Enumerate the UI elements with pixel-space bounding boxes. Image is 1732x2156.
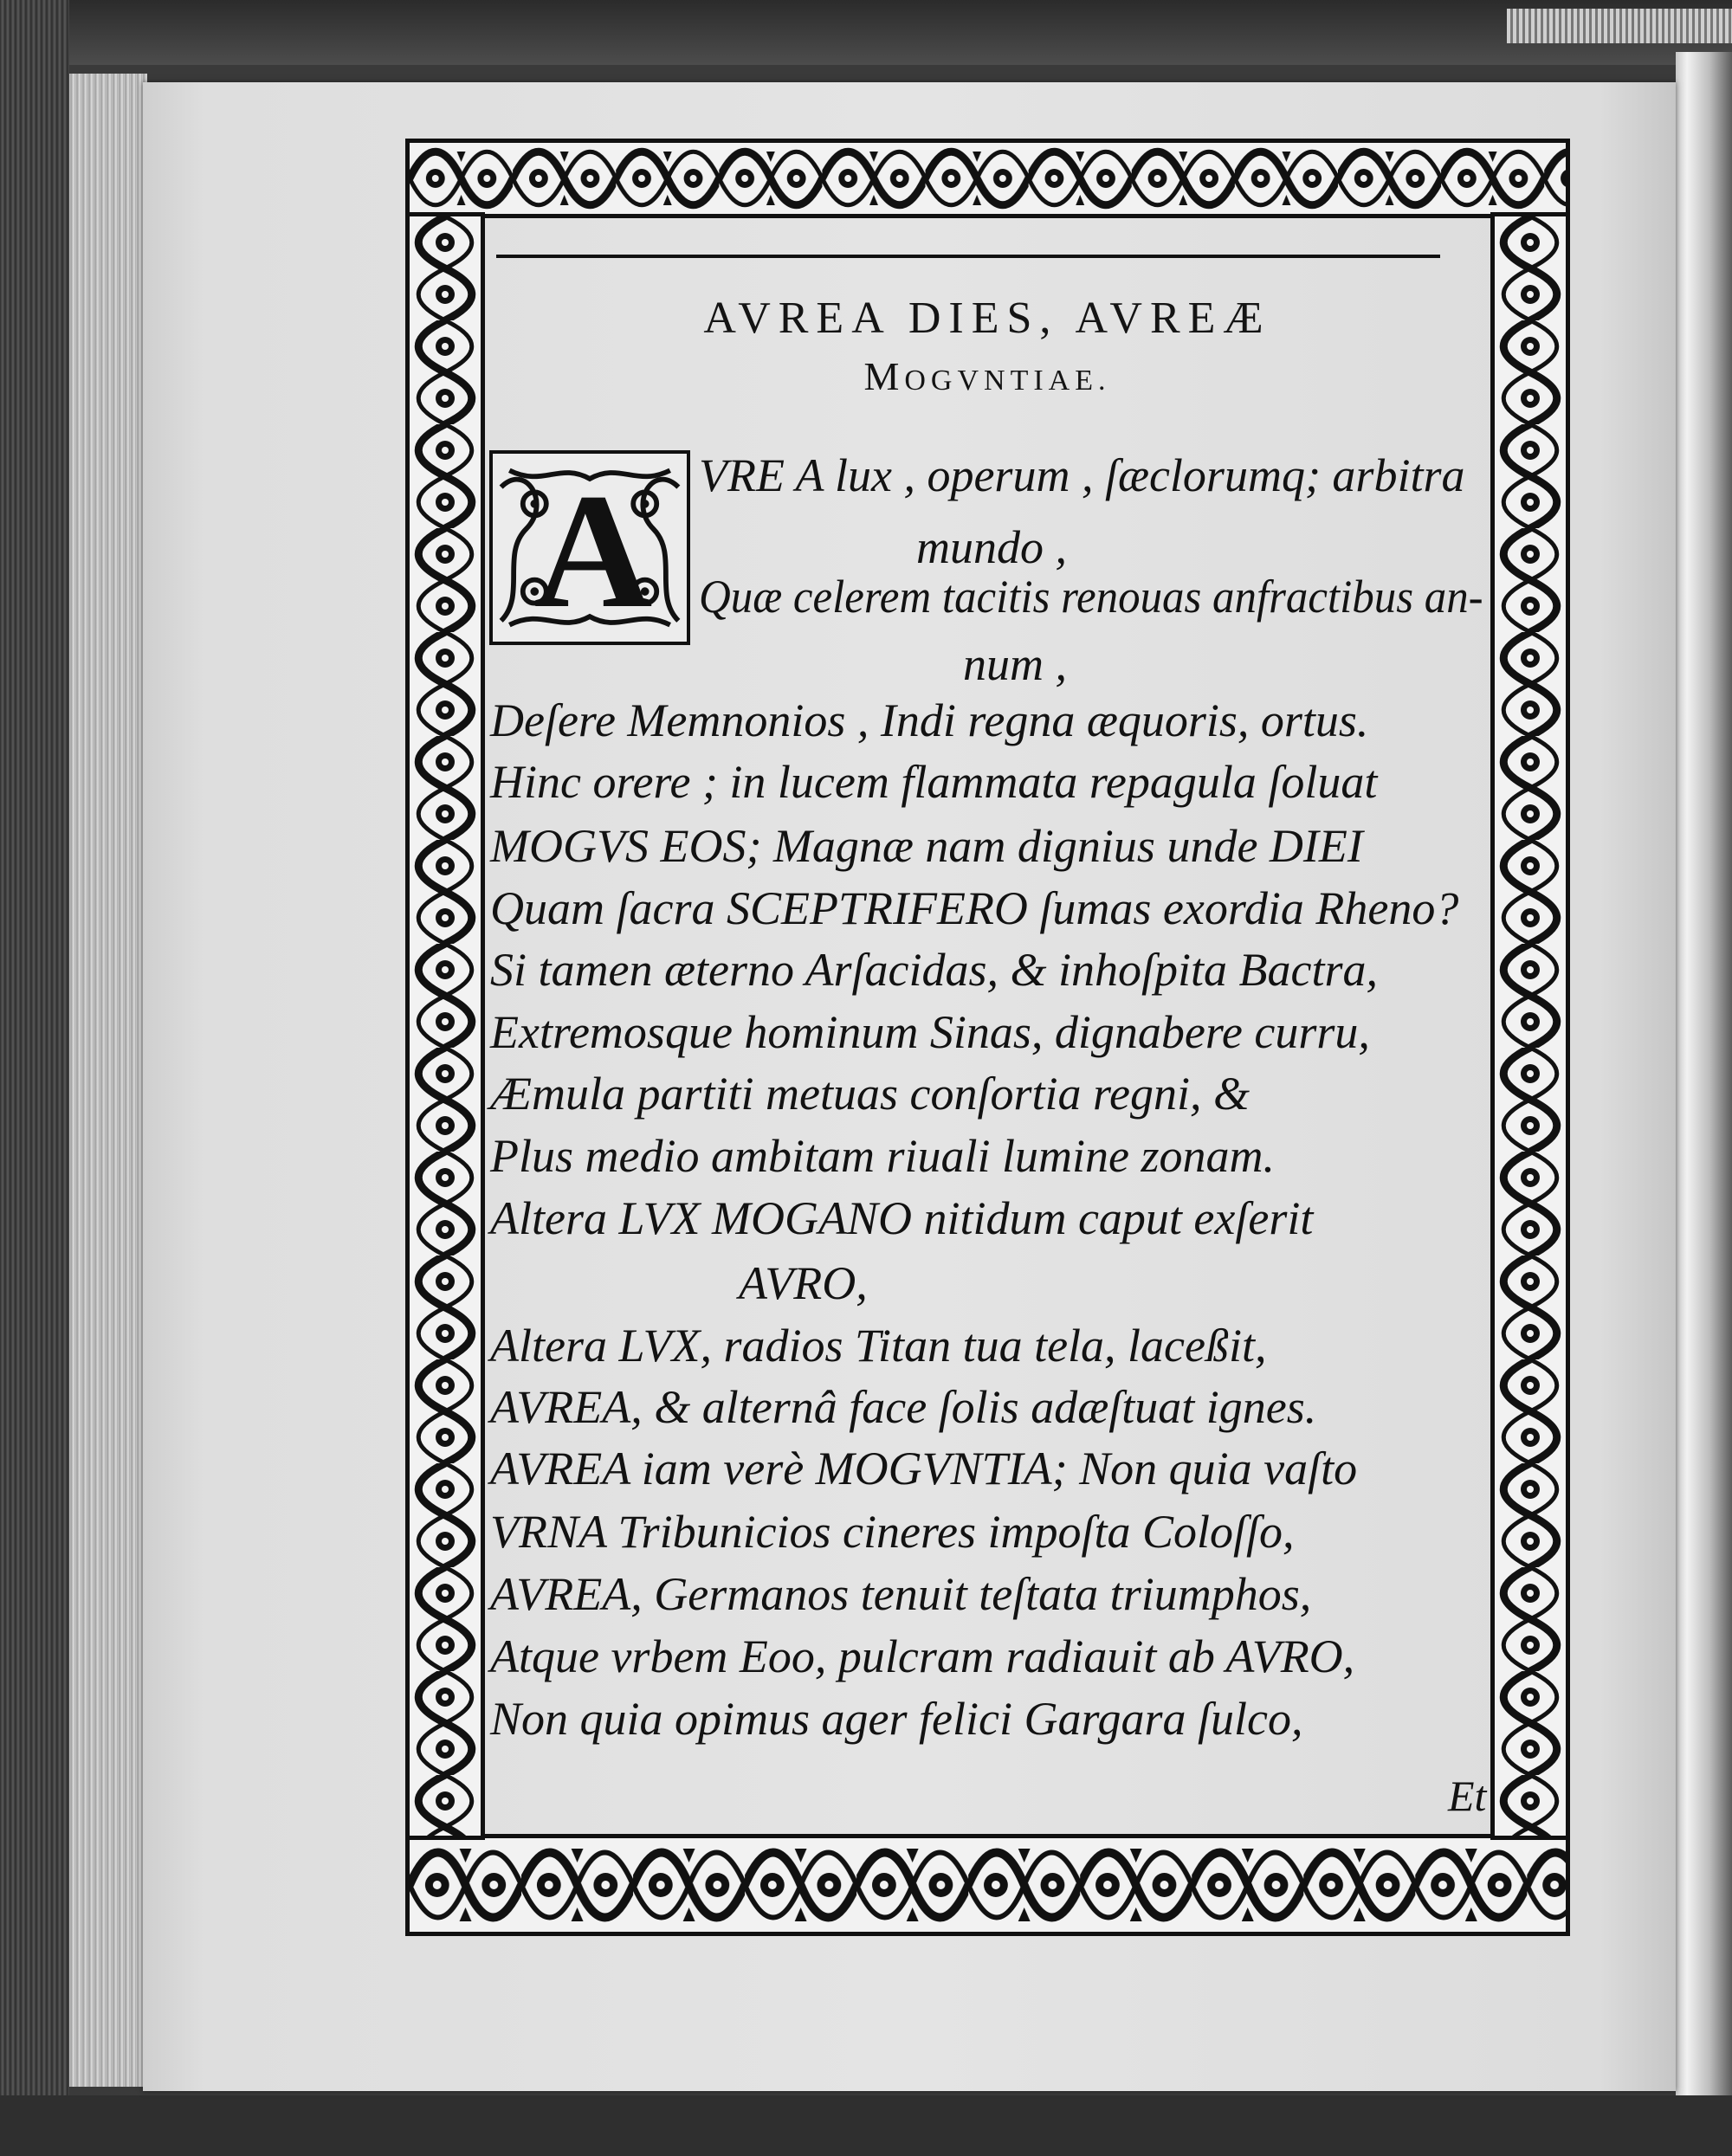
- decorated-initial: [489, 450, 690, 645]
- ornament-border-left: [405, 212, 485, 1840]
- catchword: Et: [1448, 1772, 1487, 1820]
- poem-line-12: Plus medio ambitam riuali lumine zonam.: [490, 1130, 1275, 1182]
- heading-line-2: [485, 353, 1490, 399]
- poem-line-18: VRNA Tribunicios cineres impoſta Coloſſo,: [490, 1506, 1295, 1558]
- page-stack-edge: [69, 74, 147, 2087]
- book-edge-strip: [1507, 9, 1732, 43]
- heading-line-1: AVREA DIES, AVREÆ: [703, 294, 1271, 343]
- ornament-border-bottom: [405, 1834, 1570, 1936]
- ornament-border-top: [405, 139, 1570, 218]
- header-rule: [496, 255, 1440, 258]
- poem-line-6: Hinc orere ; in lucem flammata repagula ſoluat: [490, 756, 1378, 808]
- poem-line-13: Altera LVX MOGANO nitidum caput exſerit: [490, 1192, 1314, 1244]
- poem-line-3: Quæ celerem tacitis renouas anfractibus an-: [699, 571, 1483, 623]
- facing-page-edge: [1676, 52, 1732, 2156]
- poem-line-21: Non quia opimus ager felici Gargara ſulco,: [490, 1693, 1303, 1745]
- scan-background-top: [0, 0, 1732, 65]
- heading-line-2-initial: M: [863, 354, 905, 398]
- poem-line-9: Si tamen æterno Arſacidas, & inhoſpita Bactra,: [490, 944, 1378, 996]
- poem-line-11: Æmula partiti metuas conſortia regni, &: [490, 1068, 1250, 1120]
- decorated-initial-letter: A: [533, 460, 653, 642]
- poem-line-16: AVREA, & alternâ face ſolis adæſtuat ignes.: [490, 1381, 1317, 1433]
- poem-line-20: Atque vrbem Eoo, pulcram radiauit ab AVRO,: [490, 1630, 1355, 1682]
- poem-line-5: Deſere Memnonios , Indi regna æquoris, ortus.: [490, 694, 1369, 746]
- poem-line-17: AVREA iam verè MOGVNTIA; Non quia vaſto: [490, 1443, 1358, 1494]
- poem-line-2: mundo ,: [916, 521, 1067, 573]
- poem-line-7: MOGVS EOS; Magnæ nam dignius unde DIEI: [490, 820, 1363, 872]
- poem-line-14: AVRO,: [739, 1257, 868, 1309]
- poem-line-15: Altera LVX, radios Titan tua tela, laceßit,: [490, 1320, 1267, 1372]
- scan-background-bottom: [0, 2095, 1732, 2156]
- poem-line-19: AVREA, Germanos tenuit teſtata triumphos,: [490, 1568, 1312, 1620]
- poem-line-4: num ,: [963, 638, 1067, 690]
- poem-line-8: Quam ſacra SCEPTRIFERO ſumas exordia Rheno?: [490, 882, 1459, 934]
- ornament-border-right: [1490, 212, 1570, 1840]
- poem-line-10: Extremosque hominum Sinas, dignabere curru,: [490, 1006, 1370, 1058]
- heading-line-2-rest: OGVNTIAE.: [904, 365, 1111, 397]
- scan-background-left: [0, 0, 69, 2156]
- poem-line-1: VRE A lux , operum , ſæclorumq; arbitra: [699, 449, 1465, 501]
